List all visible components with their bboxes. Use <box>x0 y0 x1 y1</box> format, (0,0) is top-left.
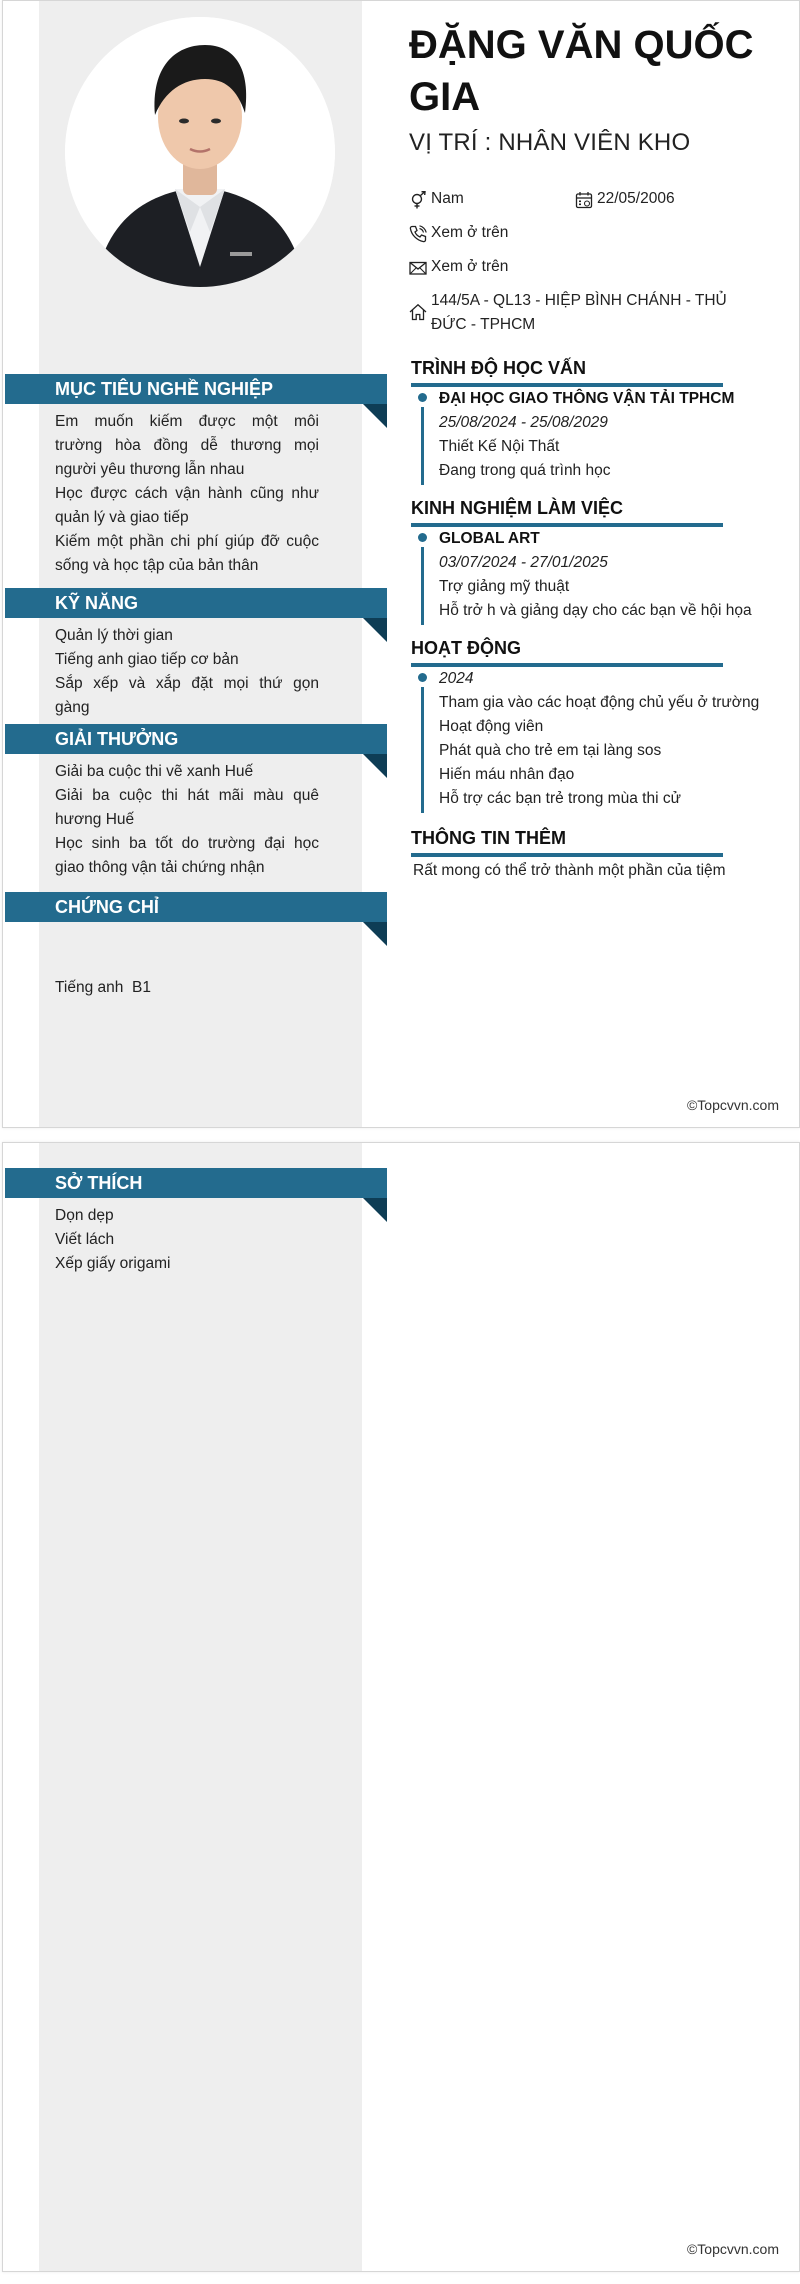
experience-period: 03/07/2024 - 27/01/2025 <box>439 554 608 571</box>
hobby-line: Viết lách <box>55 1231 115 1248</box>
objective-line: sống và học tập của bản thân <box>55 557 259 574</box>
objective-fold <box>363 404 387 428</box>
education-bullet <box>418 393 427 402</box>
hobby-line: Xếp giấy origami <box>55 1255 171 1272</box>
candidate-name: ĐẶNG VĂN QUỐC GIA <box>409 23 754 119</box>
sidebar <box>39 1143 362 2271</box>
additional-info-heading: THÔNG TIN THÊM <box>411 827 723 857</box>
award-line: hương Huế <box>55 811 135 828</box>
experience-role: Trợ giảng mỹ thuật <box>439 578 570 595</box>
profile-photo <box>65 17 335 287</box>
activity-item: Tham gia vào các hoạt động chủ yếu ở trường <box>439 694 760 711</box>
award-line: giao thông vận tải chứng nhận <box>55 859 265 876</box>
footer-brand: ©Topcvvn.com <box>686 1097 779 1113</box>
activities-bullet <box>418 673 427 682</box>
education-timeline <box>421 407 424 485</box>
avatar <box>65 17 335 287</box>
gender-value: Nam <box>431 190 464 207</box>
address-line-2: ĐỨC - TPHCM <box>431 316 536 333</box>
education-school: ĐẠI HỌC GIAO THÔNG VẬN TẢI TPHCM <box>439 390 735 407</box>
skills-fold <box>363 618 387 642</box>
phone-icon <box>409 225 427 243</box>
education-status: Đang trong quá trình học <box>439 462 611 479</box>
experience-description: Hỗ trở h và giảng dạy cho các bạn về hội họa <box>439 602 752 619</box>
award-line: Giải ba cuộc thi vẽ xanh Huế <box>55 763 254 780</box>
objective-line: Em muốn kiếm được một môi <box>55 413 319 430</box>
hobbies-fold <box>363 1198 387 1222</box>
objective-line: quản lý và giao tiếp <box>55 509 189 526</box>
activity-item: Hoạt động viên <box>439 718 544 735</box>
award-line: Học sinh ba tốt do trường đại học <box>55 835 319 852</box>
birthday-value: 22/05/2006 <box>597 190 675 207</box>
hobbies-heading: SỞ THÍCH <box>5 1168 387 1198</box>
activities-year: 2024 <box>439 670 474 687</box>
certificate-line: Tiếng anh B1 <box>55 979 151 996</box>
additional-info-text: Rất mong có thể trở thành một phần của tiệm <box>413 862 726 879</box>
experience-timeline <box>421 547 424 625</box>
objective-line: trường hòa đồng dễ thương mọi <box>55 437 319 454</box>
activities-timeline <box>421 687 424 813</box>
skills-text <box>55 624 319 720</box>
activity-item: Phát quà cho trẻ em tại làng sos <box>439 742 662 759</box>
objective-text <box>55 410 319 578</box>
cv-page-2 <box>2 1142 800 2272</box>
objective-heading: MỤC TIÊU NGHỀ NGHIỆP <box>5 374 387 404</box>
skill-line: Sắp xếp và xắp đặt mọi thứ gọn <box>55 675 319 692</box>
awards-text <box>55 760 319 880</box>
skill-line: Quản lý thời gian <box>55 627 173 644</box>
hobby-line: Dọn dẹp <box>55 1207 114 1224</box>
certificates-text <box>55 928 319 1048</box>
objective-line: Kiếm một phần chi phí giúp đỡ cuộc <box>55 533 319 550</box>
phone-value: Xem ở trên <box>431 224 509 241</box>
experience-heading: KINH NGHIỆM LÀM VIỆC <box>411 497 723 527</box>
email-icon <box>409 259 427 277</box>
education-period: 25/08/2024 - 25/08/2029 <box>439 414 608 431</box>
cv-page-1 <box>2 0 800 1128</box>
award-line: Giải ba cuộc thi hát mãi màu quê <box>55 787 319 804</box>
activity-item: Hiến máu nhân đạo <box>439 766 575 783</box>
awards-heading: GIẢI THƯỞNG <box>5 724 387 754</box>
gender-icon <box>409 191 427 209</box>
address-line-1: 144/5A - QL13 - HIỆP BÌNH CHÁNH - THỦ <box>431 292 727 309</box>
experience-bullet <box>418 533 427 542</box>
hobbies-text <box>55 1204 319 1276</box>
email-value: Xem ở trên <box>431 258 509 275</box>
objective-line: người yêu thương lẫn nhau <box>55 461 245 478</box>
activity-item: Hỗ trợ các bạn trẻ trong mùa thi cử <box>439 790 681 807</box>
skill-line: gàng <box>55 699 90 716</box>
home-icon <box>409 303 427 321</box>
calendar-icon <box>575 191 593 209</box>
education-heading: TRÌNH ĐỘ HỌC VẤN <box>411 357 723 387</box>
job-position: VỊ TRÍ : NHÂN VIÊN KHO <box>409 129 691 156</box>
activities-heading: HOẠT ĐỘNG <box>411 637 723 667</box>
objective-line: Học được cách vận hành cũng như <box>55 485 319 502</box>
experience-company: GLOBAL ART <box>439 530 540 547</box>
certificates-heading: CHỨNG CHỈ <box>5 892 387 922</box>
certificates-fold <box>363 922 387 946</box>
awards-fold <box>363 754 387 778</box>
skill-line: Tiếng anh giao tiếp cơ bản <box>55 651 239 668</box>
education-major: Thiết Kế Nội Thất <box>439 438 560 455</box>
footer-brand: ©Topcvvn.com <box>686 2241 779 2257</box>
skills-heading: KỸ NĂNG <box>5 588 387 618</box>
